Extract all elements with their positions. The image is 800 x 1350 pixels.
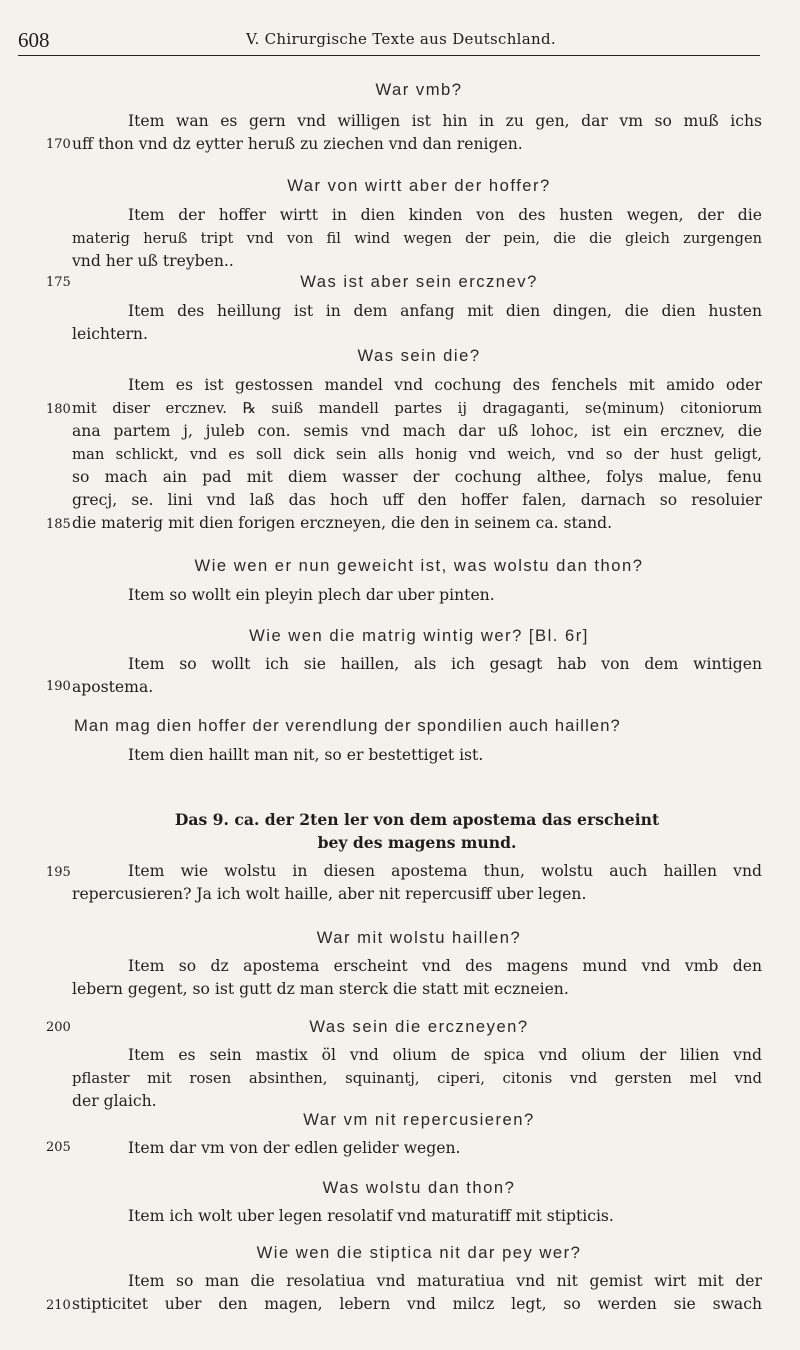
text-line: man schlickt, vnd es soll dick sein alls honig vnd weich, vnd so der hust geligt, — [72, 446, 762, 463]
line-number: 190 — [46, 679, 71, 694]
text-line: lebern gegent, so ist gutt dz man sterck die statt mit eczneien. — [72, 980, 569, 998]
page-header — [18, 22, 760, 58]
text-line: Item es sein mastix öl vnd olium de spica vnd olium der lilien vnd — [128, 1046, 762, 1064]
line-number: 175 — [46, 275, 71, 290]
text-line: repercusieren? Ja ich wolt haille, aber nit repercusiff uber legen. — [72, 885, 587, 903]
text-line: Item der hoffer wirtt in dien kinden von des husten wegen, der die — [128, 206, 762, 224]
header-rule — [18, 55, 760, 56]
text-line: Item wan es gern vnd willigen ist hin in zu gen, dar vm so muß ichs — [128, 112, 762, 130]
text-line: so mach ain pad mit diem wasser der cochung althee, folys malue, fenu — [72, 468, 762, 486]
line-number: 180 — [46, 402, 71, 417]
chapter-heading-line-1: Das 9. ca. der 2ten ler von dem apostema das erscheint — [174, 810, 660, 829]
line-number: 210 — [46, 1298, 71, 1313]
line-number: 185 — [46, 517, 71, 532]
paragraph — [72, 300, 762, 346]
question-heading: Wie wen er nun geweicht ist, was wolstu dan thon? — [194, 556, 644, 575]
text-line: mit diser ercznev. ℞ suiß mandell partes ij dragaganti, se⟨minum⟩ citoniorum — [72, 400, 762, 417]
line-number: 200 — [46, 1020, 71, 1035]
question-heading: Wie wen die matrig wintig wer? [Bl. 6r] — [249, 626, 589, 645]
text-line: Item so dz apostema erscheint vnd des magens mund vnd vmb den — [128, 957, 762, 975]
question-heading: Man mag dien hoffer der verendlung der spondilien auch haillen? — [74, 716, 621, 735]
text-line: vnd her uß treyben.. — [72, 252, 234, 270]
question-heading: War vm nit repercusieren? — [303, 1110, 535, 1129]
page-number: 608 — [18, 28, 50, 52]
question-heading: Was sein die erczneyen? — [309, 1017, 529, 1036]
text-line: Item so wollt ich sie haillen, als ich gesagt hab von dem wintigen — [128, 655, 762, 673]
paragraph — [72, 374, 762, 535]
chapter-heading-line-2: bey des magens mund. — [317, 833, 517, 852]
text-line: ana partem j, juleb con. semis vnd mach dar uß lohoc, ist ein ercznev, die — [72, 422, 762, 440]
text-line: Item es ist gestossen mandel vnd cochung des fenchels mit amido oder — [128, 376, 762, 394]
paragraph — [72, 955, 762, 1001]
text-line: Item ich wolt uber legen resolatif vnd maturatiff mit stipticis. — [128, 1207, 614, 1225]
question-heading: Was sein die? — [357, 346, 481, 365]
paragraph — [72, 1270, 762, 1316]
line-number: 205 — [46, 1140, 71, 1155]
question-heading: War mit wolstu haillen? — [316, 928, 522, 947]
text-line: die materig mit dien forigen erczneyen, die den in seinem ca. stand. — [72, 514, 613, 532]
text-line: leichtern. — [72, 325, 148, 343]
text-line: der glaich. — [72, 1092, 157, 1110]
text-line: materig heruß tript vnd von fil wind wegen der pein, die die gleich zurgengen — [72, 230, 762, 247]
line-number: 195 — [46, 865, 71, 880]
question-heading: War von wirtt aber der hoffer? — [287, 176, 551, 195]
text-line: Item des heillung ist in dem anfang mit dien dingen, die dien husten — [128, 302, 762, 320]
text-line: apostema. — [72, 678, 154, 696]
text-line: Item wie wolstu in diesen apostema thun, wolstu auch haillen vnd — [128, 862, 762, 880]
paragraph — [72, 860, 762, 906]
paragraph — [72, 584, 762, 607]
running-title: V. Chirurgische Texte aus Deutschland. — [246, 30, 556, 48]
text-line: Item dar vm von der edlen gelider wegen. — [128, 1139, 461, 1157]
paragraph — [72, 1044, 762, 1113]
text-line: Item so man die resolatiua vnd maturatiua vnd nit gemist wirt mit der — [128, 1272, 762, 1290]
question-heading: War vmb? — [375, 80, 463, 99]
question-heading: Was ist aber sein ercznev? — [300, 272, 538, 291]
paragraph — [72, 744, 762, 767]
text-line: Item so wollt ein pleyin plech dar uber pinten. — [128, 586, 495, 604]
paragraph — [72, 204, 762, 273]
text-line: stipticitet uber den magen, lebern vnd milcz legt, so werden sie swach — [72, 1295, 762, 1313]
paragraph — [72, 110, 762, 156]
question-heading: Was wolstu dan thon? — [322, 1178, 516, 1197]
text-line: pflaster mit rosen absinthen, squinantj, ciperi, citonis vnd gersten mel vnd — [72, 1070, 762, 1087]
text-line: grecj, se. lini vnd laß das hoch uff den hoffer falen, darnach so resoluier — [72, 491, 762, 509]
paragraph — [72, 1137, 762, 1160]
paragraph — [72, 1205, 762, 1228]
question-heading: Wie wen die stiptica nit dar pey wer? — [256, 1243, 582, 1262]
line-number: 170 — [46, 137, 71, 152]
text-line: Item dien haillt man nit, so er bestettiget ist. — [128, 746, 484, 764]
paragraph — [72, 653, 762, 699]
text-line: uff thon vnd dz eytter heruß zu ziechen vnd dan renigen. — [72, 135, 523, 153]
